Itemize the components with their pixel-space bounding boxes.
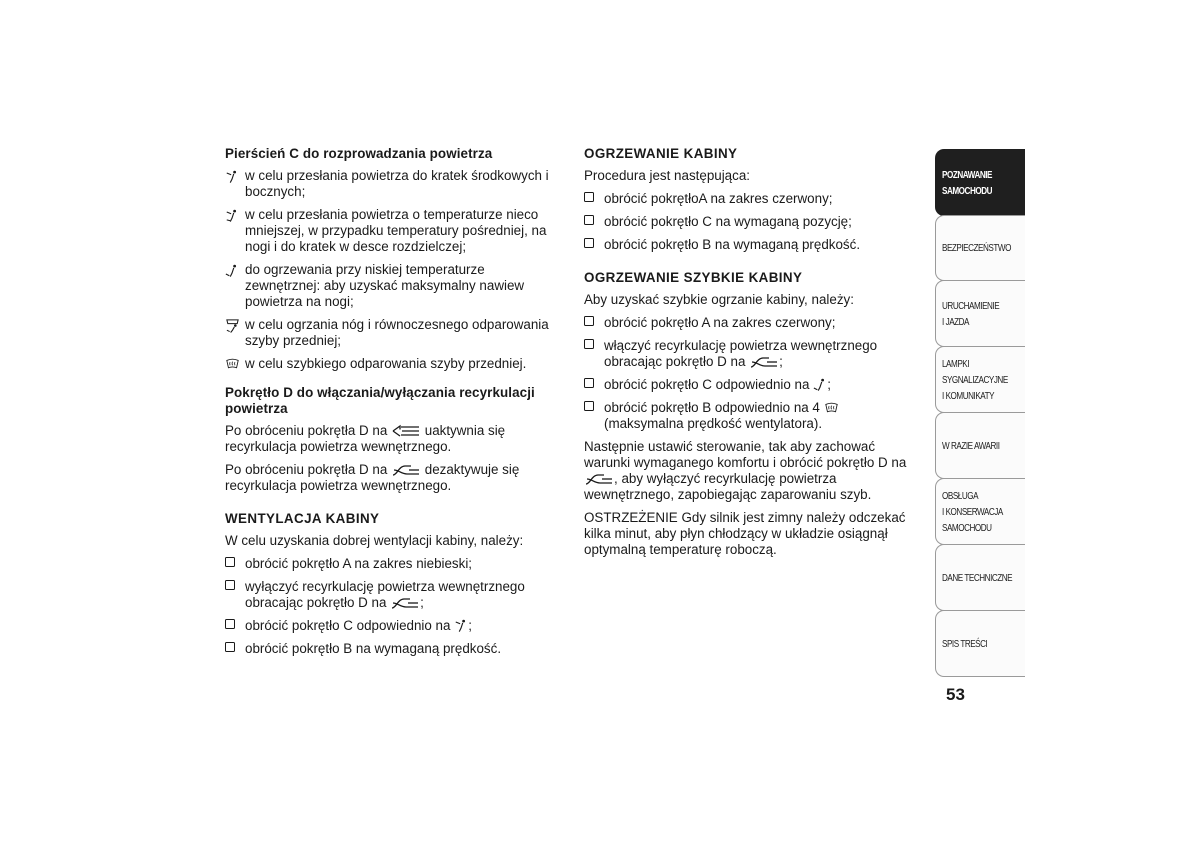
tab-w-razie-awarii[interactable] xyxy=(935,412,1025,479)
text: Po obróceniu pokrętła D na xyxy=(225,462,388,477)
checkbox-bullet xyxy=(584,339,594,349)
recirculation-off-icon xyxy=(391,463,421,477)
windscreen-defrost-icon xyxy=(225,356,243,372)
ring-item-face xyxy=(225,168,555,200)
tab-label: OBSŁUGA xyxy=(942,489,979,502)
checkbox-bullet xyxy=(584,215,594,225)
text: Następnie ustawić sterowanie, tak aby zachować warunki wymaganego komfortu i obrócić pokrętło D na xyxy=(584,439,907,470)
text: Po obróceniu pokrętła D na xyxy=(225,423,388,438)
recirculation-off-icon xyxy=(584,472,614,486)
windscreen-defrost-icon xyxy=(824,402,839,415)
ring-item-feet-defrost xyxy=(225,317,555,349)
recirculation-off-icon xyxy=(749,355,779,369)
ring-c-heading: Pierścień C do rozprowadzania powietrza xyxy=(225,146,493,161)
middle-column xyxy=(584,146,909,565)
heating-heading: OGRZEWANIE KABINY xyxy=(584,146,738,161)
ring-item-text: w celu przesłania powietrza o temperaturze nieco mniejszej, w przypadku temperatury pośredniej, na nogi i do kratek w desce rozdzielczej; xyxy=(245,207,547,254)
text: dezaktywuje się recyrkulacja powietrza wewnętrznego. xyxy=(225,462,520,493)
text: obrócić pokrętło B na wymaganą prędkość. xyxy=(245,641,502,656)
tab-label: DANE TECHNICZNE xyxy=(942,571,1013,584)
checkbox-bullet xyxy=(584,192,594,202)
tab-lampki-sygnalizacyjne[interactable] xyxy=(935,346,1025,413)
followup-paragraph xyxy=(584,439,909,503)
list-item xyxy=(584,237,909,253)
recirculation-on-icon xyxy=(391,424,421,438)
tab-obsluga-i-konserwacja[interactable] xyxy=(935,478,1025,545)
text: obrócić pokrętło C odpowiednio na xyxy=(604,377,810,392)
ring-item-text: w celu przesłania powietrza do kratek środkowych i bocznych; xyxy=(245,168,549,199)
checkbox-bullet xyxy=(225,580,235,590)
checkbox-bullet xyxy=(584,238,594,248)
list-item xyxy=(584,338,909,370)
tab-label: I KONSERWACJA xyxy=(942,505,1003,518)
list-item xyxy=(225,641,555,657)
list-item xyxy=(584,214,909,230)
knob-d-paragraph-on xyxy=(225,423,555,455)
checkbox-bullet xyxy=(584,401,594,411)
knob-d-paragraph-off xyxy=(225,462,555,494)
text: ; xyxy=(468,618,472,633)
tab-uruchamienie-i-jazda[interactable] xyxy=(935,280,1025,347)
tab-label: W RAZIE AWARII xyxy=(942,439,1000,452)
ring-item-text: do ogrzewania przy niskiej temperaturze zewnętrznej: aby uzyskać maksymalny nawiew powietrza na nogi; xyxy=(245,262,525,309)
text: włączyć recyrkulację powietrza wewnętrznego obracając pokrętło D na xyxy=(604,338,878,369)
checkbox-bullet xyxy=(584,378,594,388)
left-column xyxy=(225,146,555,664)
tab-label: SPIS TREŚCI xyxy=(942,637,988,650)
warning-paragraph: OSTRZEŻENIE Gdy silnik jest zimny należy odczekać kilka minut, aby płyn chłodzący w układzie osiągnął optymalną temperaturę roboczą. xyxy=(584,510,906,557)
list-item xyxy=(584,400,909,432)
text: obrócić pokrętłoA na zakres czerwony; xyxy=(604,191,833,206)
list-item xyxy=(225,618,555,634)
tab-dane-techniczne[interactable] xyxy=(935,544,1025,611)
list-item xyxy=(584,377,909,393)
tab-label: URUCHAMIENIE xyxy=(942,299,1000,312)
text: (maksymalna prędkość wentylatora). xyxy=(604,416,823,431)
text: wyłączyć recyrkulację powietrza wewnętrznego obracając pokrętło D na xyxy=(245,579,525,610)
tab-label: SYGNALIZACYJNE xyxy=(942,373,1008,386)
tab-label: I JAZDA xyxy=(942,315,970,328)
ring-item-text: w celu ogrzania nóg i równoczesnego odparowania szyby przedniej; xyxy=(245,317,549,348)
text: uaktywnia się recyrkulacja powietrza wewnętrznego. xyxy=(225,423,506,454)
text: ; xyxy=(827,377,831,392)
text: obrócić pokrętło A na zakres niebieski; xyxy=(245,556,473,571)
text: ; xyxy=(420,595,424,610)
ring-item-feet xyxy=(225,262,555,310)
text: obrócić pokrętło B odpowiednio na 4 xyxy=(604,400,820,415)
face-vent-icon xyxy=(454,618,468,633)
text: obrócić pokrętło A na zakres czerwony; xyxy=(604,315,836,330)
tab-label: SAMOCHODU xyxy=(942,521,992,534)
ring-item-face-feet xyxy=(225,207,555,255)
text: , aby wyłączyć recyrkulację powietrza wewnętrznego, zapobiegając zaparowaniu szyb. xyxy=(584,471,872,502)
list-item xyxy=(584,315,909,331)
ring-item-text: w celu szybkiego odparowania szyby przedniej. xyxy=(245,356,527,371)
tab-spis-tresci[interactable] xyxy=(935,610,1025,677)
tab-bezpieczenstwo[interactable] xyxy=(935,215,1025,281)
face-feet-vent-icon xyxy=(225,207,243,223)
chapter-tabs xyxy=(935,149,1025,676)
text: obrócić pokrętło C odpowiednio na xyxy=(245,618,451,633)
recirculation-off-icon xyxy=(390,596,420,610)
tab-label: LAMPKI xyxy=(942,357,970,370)
tab-poznawanie-samochodu[interactable] xyxy=(935,149,1025,216)
list-item xyxy=(584,191,909,207)
checkbox-bullet xyxy=(225,557,235,567)
text: obrócić pokrętło C na wymaganą pozycję; xyxy=(604,214,852,229)
face-vent-icon xyxy=(225,168,243,184)
ventilation-heading: WENTYLACJA KABINY xyxy=(225,511,380,526)
feet-defrost-icon xyxy=(225,317,243,333)
checkbox-bullet xyxy=(225,619,235,629)
tab-label: BEZPIECZEŃSTWO xyxy=(942,242,1011,254)
list-item xyxy=(225,556,555,572)
checkbox-bullet xyxy=(225,642,235,652)
heating-intro: Procedura jest następująca: xyxy=(584,168,750,183)
fast-heating-heading: OGRZEWANIE SZYBKIE KABINY xyxy=(584,270,803,285)
ring-item-defrost xyxy=(225,356,555,372)
ventilation-intro: W celu uzyskania dobrej wentylacji kabiny, należy: xyxy=(225,533,524,548)
page-number: 53 xyxy=(946,685,965,704)
tab-label: SAMOCHODU xyxy=(942,184,993,197)
text: obrócić pokrętło B na wymaganą prędkość. xyxy=(604,237,861,252)
tab-label: POZNAWANIE xyxy=(942,168,993,181)
checkbox-bullet xyxy=(584,316,594,326)
knob-d-heading: Pokrętło D do włączania/wyłączania recyrkulacji powietrza xyxy=(225,385,535,416)
feet-vent-icon xyxy=(225,262,243,278)
feet-vent-icon xyxy=(813,377,827,392)
text: ; xyxy=(779,354,783,369)
list-item xyxy=(225,579,555,611)
fast-heating-intro: Aby uzyskać szybkie ogrzanie kabiny, należy: xyxy=(584,292,854,307)
tab-label: I KOMUNIKATY xyxy=(942,389,995,402)
